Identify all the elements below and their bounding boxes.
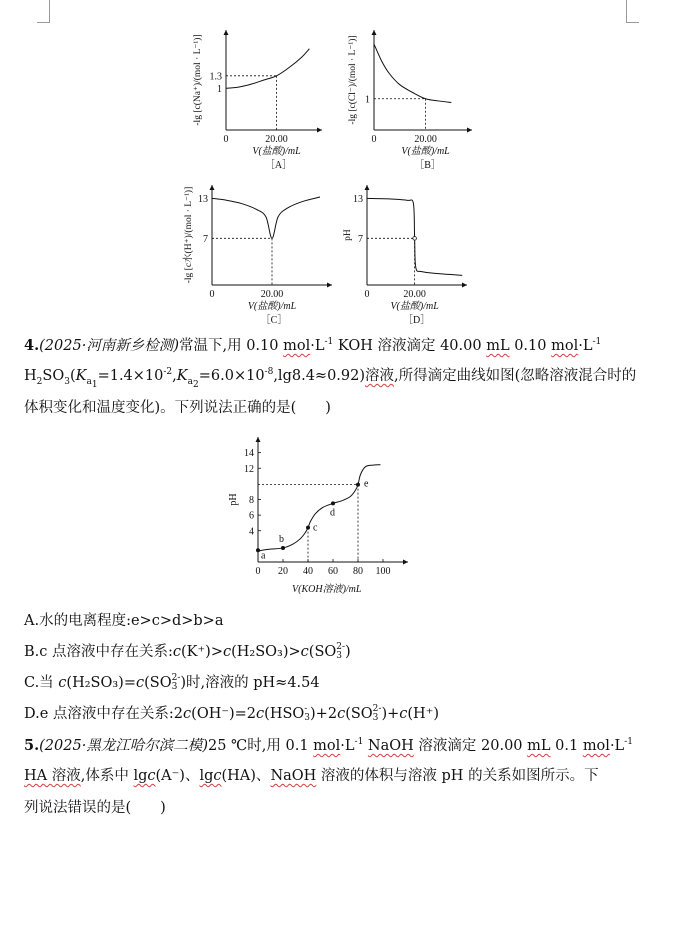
q4-sub: 1 (91, 379, 98, 390)
q4-text: =6.0×10 (198, 368, 265, 384)
q4-text: 常温下,用 0.10 (178, 338, 284, 354)
q4-y-label: pH (228, 493, 239, 506)
q4-sup: -1 (324, 337, 334, 348)
q5-sup: -1 (624, 737, 633, 748)
gD-ref-dot (413, 237, 417, 241)
option-d-text: D.e 点溶液中存在关系:2 (24, 706, 184, 722)
q4-line-2 (24, 366, 637, 390)
option-b-sub: 3 (336, 651, 342, 661)
q4-x-tick-label: 60 (328, 566, 338, 577)
option-c-text: (SO (144, 675, 172, 691)
option-b (24, 642, 351, 662)
q4-y-arrow (256, 437, 261, 442)
q5-unit: mol (313, 738, 341, 754)
gD-y-tick-label: 7 (358, 233, 363, 245)
q4-line-1 (24, 336, 601, 356)
option-c-c: c (135, 675, 145, 691)
q5-source-close: ) (202, 738, 208, 754)
q4-y-tick-label: 12 (244, 463, 254, 475)
q4-point-label-a: a (261, 550, 266, 562)
q4-text: ·L (578, 338, 593, 354)
gB-y-arrow (372, 30, 377, 35)
q4-text: SO (42, 368, 65, 384)
gA-caption: ［A］ (264, 160, 293, 171)
gA-x-arrow (317, 128, 322, 133)
gD-y-tick-label: 13 (353, 193, 363, 205)
option-d-sub: 3 (372, 713, 379, 723)
option-c-text: )时,溶液的 pH≈4.54 (180, 675, 320, 691)
option-a: A.水的电离程度:e>c>d>b>a (24, 613, 224, 629)
q4-point-a (256, 548, 260, 552)
q4-x-label: V(KOH溶液)/mL (292, 584, 362, 595)
q4-x-tick-label: 0 (255, 566, 261, 577)
q4-curve (258, 465, 381, 551)
q5-text: ·L (609, 738, 625, 754)
gA-y-arrow (224, 30, 229, 35)
option-b-c: c (222, 644, 232, 660)
q4-y-tick-label: 8 (249, 495, 254, 506)
gD-y-arrow (365, 185, 370, 190)
q4-y-tick-label: 14 (244, 448, 254, 460)
gC-x-arrow (327, 283, 332, 288)
q4-point-label-c: c (313, 522, 318, 534)
option-d-text: )+2 (310, 706, 338, 722)
q5-text: 0.1 (550, 738, 583, 754)
graph-a (190, 20, 330, 175)
q5-naoh: NaOH (367, 738, 414, 754)
option-d-text: (SO (345, 706, 373, 722)
option-c-text: C.当 (24, 675, 59, 691)
gA-x-label: V(盐酸)/mL (252, 146, 301, 157)
q4-sup: -1 (592, 337, 602, 348)
q4-y-tick-label: 4 (249, 526, 254, 538)
gB-y-label: -lg [c(Cl⁻)/(mol · L⁻¹)] (348, 35, 358, 125)
q5-number: 5. (24, 737, 40, 754)
q4-source-open: (2025· (39, 338, 87, 354)
q4-text: =1.4×10 (97, 368, 164, 384)
q4-text: 溶液 (365, 368, 395, 384)
q5-unit: mL (527, 738, 551, 754)
option-d-c: c (337, 706, 346, 722)
q4-x-tick-label: 40 (303, 566, 313, 577)
q4-sub: a (86, 376, 92, 387)
gC-curve (212, 197, 320, 238)
q4-sub: 2 (193, 379, 199, 390)
gB-x-label: V(盐酸)/mL (401, 146, 450, 157)
q5-text: (HA)、 (221, 768, 271, 784)
gC-caption: ［C］ (260, 315, 288, 326)
gA-x-tick-label: 0 (223, 134, 229, 145)
q4-point-e (356, 483, 360, 487)
option-d-c: c (183, 706, 192, 722)
gA-y-tick-label: 1.3 (209, 71, 222, 83)
option-b-text: (H₂SO₃)> (231, 644, 301, 660)
q4-unit: mL (486, 338, 510, 354)
gC-y-label: -lg [c水(H⁺)/(mol · L⁻¹)] (184, 186, 194, 284)
gD-x-tick-label: 0 (364, 289, 370, 300)
q4-x-tick-label: 100 (375, 566, 391, 577)
option-d-text: (OH⁻)=2 (191, 706, 257, 722)
option-b-c: c (300, 644, 309, 660)
q4-x-tick-label: 80 (353, 566, 363, 577)
q4-ka1: K (75, 368, 87, 384)
q5-text: ·L (340, 738, 355, 754)
q4-point-label-e: e (364, 478, 369, 490)
q4-text: KOH 溶液滴定 40.00 (333, 338, 487, 354)
option-d-text: )+ (381, 706, 400, 722)
option-d-text: (H⁺) (407, 706, 440, 722)
option-c-c: c (58, 675, 67, 691)
gD-y-label: pH (343, 229, 353, 241)
q5-sup: -1 (354, 737, 364, 748)
q4-text: 0.10 (509, 338, 552, 354)
page-corner-mark-right (626, 0, 639, 23)
option-d-c: c (256, 706, 265, 722)
q4-text: ( (69, 368, 76, 384)
q4-titration-chart (228, 430, 418, 605)
gB-y-tick-label: 1 (365, 94, 370, 106)
option-b-sup: 2- (336, 642, 346, 652)
q4-text: , (172, 368, 177, 384)
q4-y-tick-label: 6 (249, 510, 254, 522)
option-c-sup: 2- (171, 673, 181, 683)
q5-source-open: (2025· (39, 738, 87, 754)
q4-x-tick-label: 20 (278, 566, 288, 577)
q5-text: 溶液滴定 20.00 (413, 738, 528, 754)
gD-caption: ［D］ (403, 315, 431, 326)
gD-x-tick-label: 20.00 (403, 289, 426, 300)
option-b-text: ) (345, 644, 351, 660)
q5-text: 溶液的体积与溶液 pH 的关系如图所示。下 (316, 768, 599, 784)
q5-text: 25 ℃时,用 0.1 (207, 738, 314, 754)
q4-text: H (24, 368, 37, 384)
q4-number: 4. (24, 337, 40, 354)
option-d-c: c (399, 706, 408, 722)
option-d (24, 704, 439, 724)
graph-d (338, 172, 483, 327)
q4-ka2: K (176, 368, 188, 384)
graph-b (345, 20, 495, 175)
q5-unit: mol (582, 738, 610, 754)
q5-naoh: NaOH (270, 768, 317, 784)
gC-y-tick-label: 13 (198, 193, 208, 205)
gC-x-label: V(盐酸)/mL (247, 301, 297, 312)
q5-lg-c: c (213, 768, 222, 784)
q5-line-1 (24, 736, 633, 756)
q4-x-arrow (403, 560, 408, 565)
page-corner-mark-left (37, 0, 50, 23)
gC-x-tick-label: 20.00 (260, 289, 284, 300)
q4-line-3: 体积变化和温度变化)。下列说法正确的是( ) (24, 400, 331, 416)
q5-lg-c: c (147, 768, 156, 784)
gA-y-label: -lg [c(Na⁺)/(mol · L⁻¹)] (193, 34, 203, 126)
option-b-text: (K⁺)> (181, 644, 223, 660)
graph-c (183, 172, 333, 327)
q4-point-d (331, 501, 335, 505)
option-d-sup: 2- (372, 704, 382, 714)
q4-source-close: ) (173, 338, 179, 354)
q4-sub: a (187, 376, 193, 387)
gB-x-arrow (467, 128, 472, 133)
gB-x-tick-label: 0 (371, 134, 377, 145)
option-c-sub: 3 (171, 682, 178, 692)
gC-y-tick-label: 7 (203, 233, 208, 245)
q4-sup: -8 (264, 367, 274, 378)
option-c-text: (H₂SO₃)= (66, 675, 136, 691)
q4-point-label-d: d (330, 507, 335, 519)
q4-sub: 2 (36, 376, 43, 387)
q5-line-3: 列说法错误的是( ) (24, 800, 166, 816)
gA-curve (226, 49, 309, 89)
gC-x-tick-label: 0 (209, 289, 215, 300)
q4-unit: mol (551, 338, 579, 354)
option-d-sup: - (304, 704, 308, 714)
q4-text: ,lg8.4≈0.92) (273, 368, 366, 384)
option-b-c: c (172, 644, 182, 660)
option-c (24, 673, 320, 693)
option-b-text: B.c 点溶液中存在关系: (24, 644, 173, 660)
q5-line-2 (24, 766, 599, 786)
q4-point-c (306, 526, 310, 530)
gC-y-arrow (210, 185, 215, 190)
q4-text: ·L (310, 338, 325, 354)
gB-curve (374, 44, 451, 102)
gA-x-tick-label: 20.00 (265, 134, 288, 145)
q4-sub: 3 (64, 376, 70, 387)
option-d-sub: 3 (304, 713, 311, 723)
q5-lg: lg (199, 768, 214, 784)
q4-point-b (281, 546, 285, 550)
option-b-text: (SO (308, 644, 337, 660)
q4-unit: mol (283, 338, 311, 354)
q5-text: HA 溶液 (24, 768, 81, 784)
option-d-text: (HSO (264, 706, 305, 722)
gA-y-tick-label: 1 (217, 83, 222, 95)
q4-sup: -2 (163, 367, 173, 378)
q5-text: ,体系中 (80, 768, 134, 784)
gB-caption: ［B］ (414, 160, 441, 171)
gB-x-tick-label: 20.00 (414, 134, 437, 145)
gD-x-arrow (462, 283, 467, 288)
q5-source: 黑龙江哈尔滨二模 (86, 738, 203, 754)
q5-lg: lg (133, 768, 148, 784)
q4-point-label-b: b (279, 533, 284, 545)
q4-source: 河南新乡检测 (86, 338, 174, 354)
q5-text: (A⁻)、 (155, 768, 200, 784)
gD-x-label: V(盐酸)/mL (390, 301, 439, 312)
q4-text: ,所得滴定曲线如图(忽略溶液混合时的 (394, 368, 637, 384)
